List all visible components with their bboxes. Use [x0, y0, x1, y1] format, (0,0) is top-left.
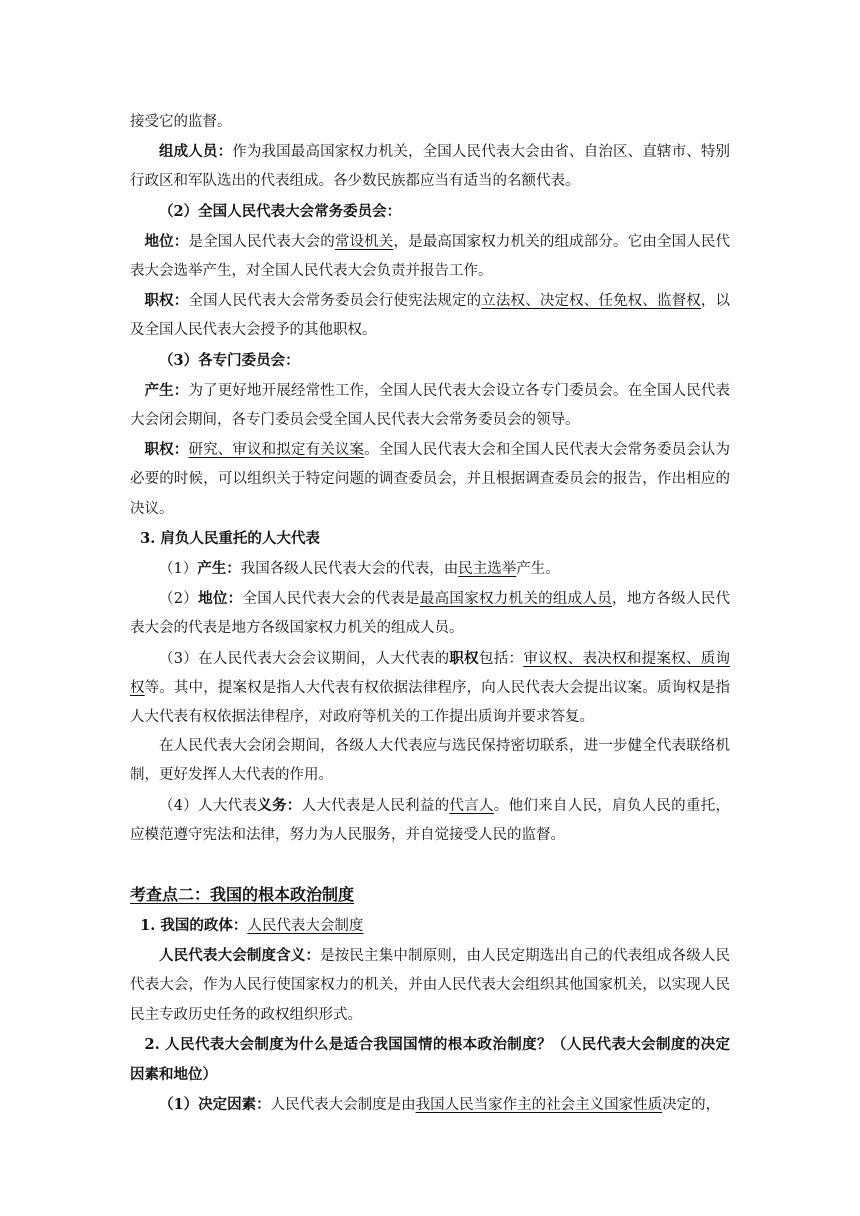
- bold-label: 人民代表大会制度含义：: [159, 947, 321, 965]
- bold-label: 职权: [449, 649, 479, 667]
- text-run: 等。其中，提案权是指人大代表有权依据法律程序，向人民代表大会提出议案。质询权是指人大代表有权依据法律程序，对政府等机关的工作提出质询并要求答复。: [130, 679, 730, 726]
- bold-label: 产生：: [197, 560, 241, 578]
- paragraph: [130, 791, 730, 850]
- text-run: ，是最高国家权力机关的组成部分。它由全国人民代表大会选举产生，对全国人民代表大会负责并报告工作。: [130, 233, 731, 280]
- bold-label: 产生：: [144, 381, 189, 399]
- underlined-term: 常设机关: [334, 233, 394, 250]
- underlined-term: 我国人民当家作主的社会主义国家性质: [415, 1097, 663, 1114]
- text-run: （3）在人民代表大会会议期间，人大代表的: [159, 650, 450, 667]
- paragraph: [130, 732, 730, 790]
- text-run: 。全国人民代表大会和全国人民代表大会常务委员会认为必要的时候，可以组织关于特定问题的调查委员会，并且根据调查委员会的报告，作出相应的决议。: [130, 442, 731, 517]
- paragraph: [130, 227, 730, 286]
- paragraph: [130, 108, 730, 137]
- text-run: ，以及全国人民代表大会授予的其他职权。: [130, 293, 731, 339]
- bold-label: 3. 肩负人民重托的人大代表: [140, 529, 320, 547]
- text-run: （2）: [159, 591, 199, 608]
- bold-label: 组成人员：: [159, 143, 233, 161]
- bold-label: 地位：: [144, 232, 189, 250]
- paragraph: [130, 435, 730, 524]
- text-run: 人民代表大会制度是由: [270, 1097, 416, 1114]
- bold-label: 义务：: [257, 796, 302, 814]
- text-run: 在人民代表大会闭会期间，各级人大代表应与选民保持密切联系，进一步健全代表联络机制，更好发挥人大代表的作用。: [130, 738, 730, 784]
- paragraph: [130, 1030, 730, 1090]
- paragraph: [130, 286, 730, 345]
- paragraph: [130, 346, 730, 376]
- underlined-term: 民主选举: [458, 561, 517, 578]
- paragraph: [130, 911, 730, 941]
- underlined-term: 研究、审议和拟定有关议案: [188, 442, 365, 459]
- text-run: 是全国人民代表大会的: [188, 233, 335, 250]
- bold-label: （3）各专门委员会：: [159, 351, 300, 369]
- text-run: 为了更好地开展经常性工作，全国人民代表大会设立各专门委员会。在全国人民代表大会闭会期间，各专门委员会受全国人民代表大会常务委员会的领导。: [130, 382, 731, 429]
- bold-label: 职权：: [144, 441, 189, 459]
- text-run: 我国各级人民代表大会的代表，由: [240, 561, 459, 578]
- text-run: （1）: [159, 561, 198, 578]
- paragraph: [130, 376, 730, 435]
- text-run: 产生。: [516, 561, 560, 578]
- section-heading: [130, 879, 730, 911]
- underlined-term: 审议权、表决权和提案权、质询权: [130, 650, 731, 696]
- paragraph: [130, 584, 730, 643]
- bold-label: （2）全国人民代表大会常务委员会：: [159, 202, 402, 220]
- underlined-term: 人民代表大会制度: [247, 918, 364, 935]
- paragraph: [130, 554, 730, 584]
- paragraph: [130, 941, 730, 1030]
- text-run: 人大代表是人民利益的: [301, 797, 450, 814]
- underlined-term: 立法权、决定权、任免权、监督权: [481, 293, 701, 310]
- text-run: 全国人民代表大会常务委员会行使宪法规定的: [188, 293, 482, 310]
- text-run: 。他们来自人民，肩负人民的重托，应模范遵守宪法和法律，努力为人民服务，并自觉接受人民的监督。: [130, 797, 731, 843]
- paragraph: [130, 137, 730, 196]
- bold-label: 2. 人民代表大会制度为什么是适合我国国情的根本政治制度？（人民代表大会制度的决定因素和地位）: [130, 1035, 730, 1084]
- paragraph: [130, 197, 730, 227]
- bold-label: 职权：: [144, 292, 189, 310]
- underlined-term: 考查点二：我国的根本政治制度: [130, 885, 355, 905]
- paragraph: [130, 1090, 730, 1120]
- text-run: ，地方各级人民代表大会的代表是地方各级国家权力机关的组成人员。: [130, 591, 731, 637]
- text-run: （4）人大代表: [159, 797, 258, 814]
- paragraph: [130, 644, 730, 733]
- text-run: 包括：: [478, 650, 524, 667]
- text-run: 是按民主集中制原则，由人民定期选出自己的代表组成各级人民代表大会，作为人民行使国家权力的机关，并由人民代表大会组织其他国家机关，以实现人民民主专政历史任务的政权组织形式。: [130, 948, 730, 1023]
- bold-label: 地位：: [198, 590, 243, 608]
- text-run: 作为我国最高国家权力机关，全国人民代表大会由省、自治区、直辖市、特别行政区和军队选出的代表组成。各少数民族都应当有适当的名额代表。: [130, 144, 731, 190]
- text-run: 决定的，: [662, 1097, 721, 1114]
- underlined-term: 代言人: [449, 797, 494, 814]
- underlined-term: 最高国家权力机关的组成人员: [419, 591, 613, 608]
- bold-label: 1. 我国的政体：: [140, 917, 248, 935]
- document-body: [130, 108, 730, 1121]
- text-run: 接受它的监督。: [130, 114, 232, 130]
- bold-label: （1）决定因素：: [159, 1096, 271, 1114]
- paragraph: [130, 524, 730, 554]
- text-run: 全国人民代表大会的代表是: [242, 591, 420, 608]
